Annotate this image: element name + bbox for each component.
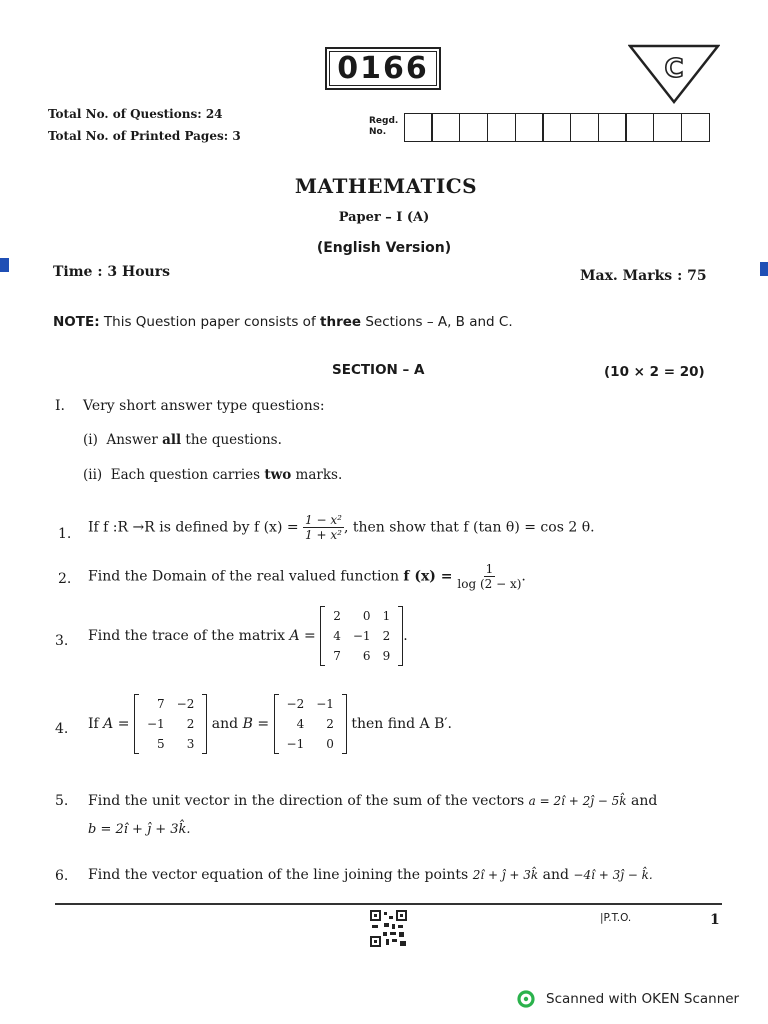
- regd-label: Regd. No.: [369, 116, 399, 137]
- paper-code-box: [325, 47, 441, 90]
- q3-matrix-cell: 1: [382, 609, 391, 623]
- subject-title: MATHEMATICS: [294, 174, 478, 198]
- q3-number: 3.: [55, 633, 69, 649]
- time-label: Time : 3 Hours: [53, 264, 170, 280]
- question-2: Find the Domain of the real valued function f (x) = $\frac{1}{\log (2 - x)}$ .: [88, 562, 526, 591]
- paper-label: Paper – I (A): [338, 210, 430, 225]
- section-marks: (10 × 2 = 20): [604, 364, 705, 380]
- q4-matrix-b-cell: −2: [286, 697, 305, 711]
- q4-matrix-a-cell: 7: [157, 697, 165, 711]
- pto-label: |P.T.O.: [600, 912, 632, 924]
- q4-matrix-b-cell: 4: [296, 717, 305, 731]
- paper-code: 0166: [337, 51, 429, 86]
- q4-matrix-a-cell: 3: [186, 737, 195, 751]
- q4-number: 4.: [55, 721, 69, 737]
- question-3: Find the trace of the matrix A = 2 0 1 4 −1 2 7 6 9 .: [88, 606, 408, 666]
- max-marks-label: Max. Marks : 75: [580, 268, 707, 284]
- scanner-watermark: [517, 990, 739, 1008]
- left-edge-mark: [0, 258, 9, 272]
- q4-matrix-a: [134, 694, 207, 754]
- q3-matrix: [320, 606, 403, 666]
- q4-matrix-a-cell: −1: [146, 717, 165, 731]
- regd-number-boxes: [405, 113, 710, 142]
- q2-number: 2.: [58, 571, 72, 587]
- question-1: If f :R →R is defined by f (x) = $\frac{\text{1 − x²}}{\text{1 + x²}}$ , then show that f (tan θ) = cos 2 θ.: [88, 513, 595, 542]
- q1-fraction: $\frac{\text{1 − x²}}{\text{1 + x²}}$: [305, 513, 342, 542]
- q6-number: 6.: [55, 868, 69, 884]
- page-number: 1: [710, 912, 720, 928]
- q3-matrix-cell: 2: [333, 609, 341, 623]
- q4-matrix-a-cell: −2: [176, 697, 195, 711]
- q2-fraction: $\frac{1}{\log (2 - x)}$: [457, 562, 522, 591]
- version-label: (English Version): [316, 240, 452, 256]
- q4-matrix-a-cell: 2: [186, 717, 195, 731]
- scanner-text: Scanned with OKEN Scanner: [546, 991, 740, 1007]
- q3-matrix-cell: 4: [333, 629, 341, 643]
- qr-code-icon: [370, 910, 407, 947]
- section-title: SECTION – A: [332, 362, 425, 378]
- q3-matrix-cell: −1: [352, 629, 371, 643]
- q5-number: 5.: [55, 793, 69, 809]
- question-6: Find the vector equation of the line joining the points 2î + ĵ + 3k̂ and −4î + 3ĵ − k̂.: [88, 867, 653, 883]
- q4-matrix-b-cell: −1: [316, 697, 334, 711]
- instruction-ii: (ii) Each question carries two marks.: [83, 467, 343, 483]
- q3-matrix-cell: 0: [362, 609, 371, 623]
- note: NOTE: This Question paper consists of three Sections – A, B and C.: [53, 314, 513, 330]
- instruction-i: (i) Answer all the questions.: [83, 432, 282, 448]
- q4-matrix-b-cell: 2: [326, 717, 334, 731]
- question-4: If A = 7 −2 −1 2 5 3 and B = −2 −1 4 2 −1 0 then find A B′.: [88, 694, 452, 754]
- q4-matrix-b: [274, 694, 347, 754]
- q3-matrix-cell: 6: [362, 649, 371, 663]
- q4-matrix-b-cell: −1: [286, 737, 305, 751]
- right-edge-mark: [760, 262, 768, 276]
- oken-scanner-logo-icon: [517, 990, 535, 1008]
- set-letter: C: [664, 54, 684, 84]
- instruction-roman: I.: [55, 398, 65, 414]
- total-questions: Total No. of Questions: 24: [48, 107, 223, 121]
- q3-matrix-cell: 9: [382, 649, 391, 663]
- q4-matrix-a-cell: 5: [157, 737, 165, 751]
- question-5-line-2: b = 2î + ĵ + 3k̂.: [88, 822, 191, 837]
- total-pages: Total No. of Printed Pages: 3: [48, 129, 241, 143]
- set-letter-triangle: [628, 44, 720, 106]
- q3-matrix-cell: 7: [333, 649, 341, 663]
- q1-number: 1.: [58, 526, 72, 542]
- question-5-line-1: Find the unit vector in the direction of the sum of the vectors a = 2î + 2ĵ − 5k̂ and: [88, 793, 658, 809]
- footer-rule: [55, 903, 722, 905]
- q4-matrix-b-cell: 0: [326, 737, 334, 751]
- q3-matrix-cell: 2: [382, 629, 391, 643]
- instruction-heading: Very short answer type questions:: [83, 398, 325, 414]
